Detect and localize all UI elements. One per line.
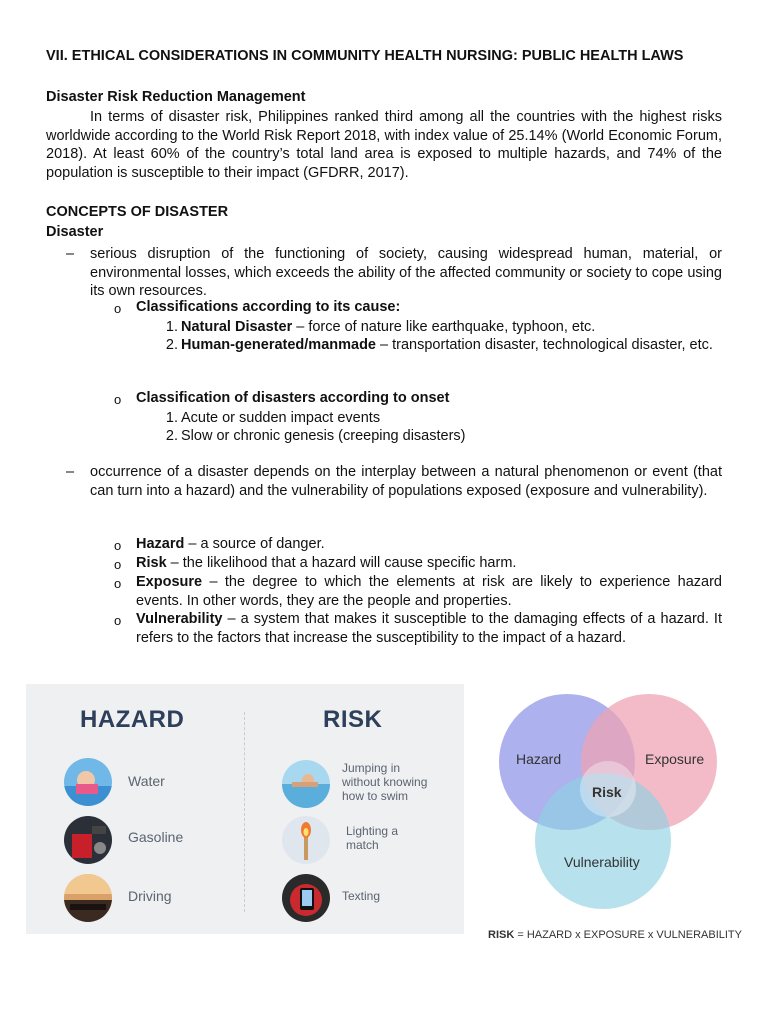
match-photo-icon — [282, 816, 330, 864]
water-photo-icon — [64, 758, 112, 806]
drrm-paragraph: In terms of disaster risk, Philippines ranked third among all the countries with the highest risks worldwide according to the World Risk Report 2018, with index value of 25.14% (World Economic Forum, 2018). At least 60% of the country’s total land area is exposed to multiple hazards, and 74% of the population is susceptible to their impact (GFDRR, 2017). — [46, 109, 722, 181]
list-number: 2. — [165, 428, 178, 444]
list-number: 1. — [165, 319, 178, 335]
circle-bullet: o — [114, 613, 122, 628]
hazard-title: HAZARD — [80, 706, 185, 733]
circle-bullet: o — [114, 538, 122, 553]
risk-title: RISK — [323, 706, 383, 733]
list-number: 1. — [165, 410, 178, 426]
term-vulnerability: Vulnerability – a system that makes it susceptible to the damaging effects of a hazard. It refers to the factors that increase the susceptibility to the impact of a hazard. — [136, 611, 722, 646]
dash-bullet: – — [66, 464, 75, 480]
onset-item-acute: Acute or sudden impact events — [181, 410, 381, 426]
circle-bullet: o — [114, 576, 122, 591]
concepts-heading: CONCEPTS OF DISASTER — [46, 204, 229, 220]
texting-photo-icon — [282, 874, 330, 922]
section-title: VII. ETHICAL CONSIDERATIONS IN COMMUNITY HEALTH NURSING: PUBLIC HEALTH LAWS — [46, 48, 684, 64]
onset-item-slow: Slow or chronic genesis (creeping disasters) — [181, 428, 466, 444]
hazard-water-label: Water — [128, 773, 165, 789]
cause-item-manmade: Human-generated/manmade – transportation disaster, technological disaster, etc. — [181, 337, 713, 353]
risk-equation: RISK = HAZARD x EXPOSURE x VULNERABILITY — [488, 929, 742, 941]
dash-bullet: – — [66, 246, 75, 262]
venn-exposure-label: Exposure — [645, 751, 705, 767]
figure-divider — [244, 712, 245, 912]
cause-item-natural: Natural Disaster – force of nature like earthquake, typhoon, etc. — [181, 319, 596, 335]
onset-heading: Classification of disasters according to onset — [136, 390, 450, 406]
cause-heading: Classifications according to its cause: — [136, 299, 401, 315]
disaster-subheading: Disaster — [46, 224, 104, 240]
occurrence-text: occurrence of a disaster depends on the interplay between a natural phenomenon or event (that can turn into a hazard) and the vulnerability of populations exposed (exposure and vulnerability). — [90, 464, 722, 499]
disaster-definition: serious disruption of the functioning of society, causing widespread human, material, or environmental losses, which exceeds the ability of the affected community or society to cope using its own resources. — [90, 246, 722, 299]
drrm-heading: Disaster Risk Reduction Management — [46, 89, 306, 105]
venn-vulnerability-label: Vulnerability — [564, 854, 640, 870]
hazard-gasoline-label: Gasoline — [128, 829, 184, 845]
list-number: 2. — [165, 337, 178, 353]
venn-hazard-label: Hazard — [516, 751, 562, 767]
hazard-risk-figure — [26, 684, 464, 934]
hazard-driving-label: Driving — [128, 888, 172, 904]
circle-bullet: o — [114, 557, 122, 572]
swimming-photo-icon — [282, 760, 330, 808]
risk-texting-label: Texting — [342, 889, 381, 903]
term-exposure: Exposure – the degree to which the elements at risk are likely to experience hazard events. In other words, they are the people and properties. — [136, 574, 722, 609]
driving-photo-icon — [64, 874, 112, 922]
circle-bullet: o — [114, 392, 122, 407]
gasoline-photo-icon — [64, 816, 112, 864]
risk-venn-diagram — [488, 684, 748, 950]
venn-risk-label: Risk — [592, 784, 622, 800]
term-hazard: Hazard – a source of danger. — [136, 536, 325, 552]
circle-bullet: o — [114, 301, 122, 316]
term-risk: Risk – the likelihood that a hazard will cause specific harm. — [136, 555, 517, 571]
risk-swimming-label: Jumping in without knowing how to swim — [342, 761, 428, 803]
risk-match-label: Lighting a match — [346, 824, 399, 852]
